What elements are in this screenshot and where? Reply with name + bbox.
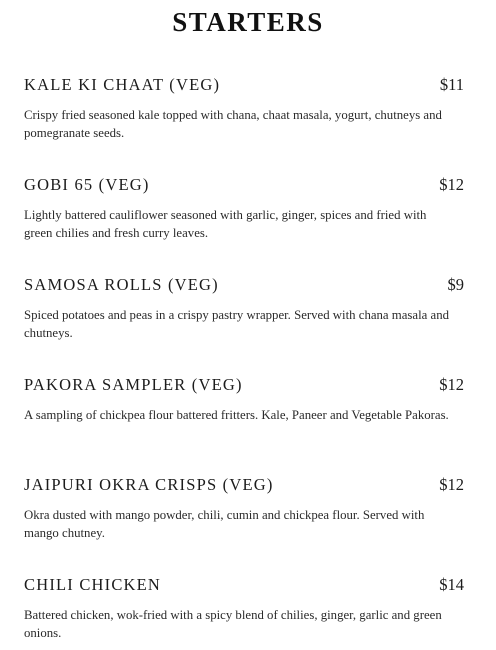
menu-item-header bbox=[24, 74, 464, 96]
menu-item-header bbox=[24, 474, 464, 496]
menu-item bbox=[24, 574, 464, 642]
menu-item-header bbox=[24, 274, 464, 296]
menu-item-price: $11 bbox=[439, 75, 464, 94]
menu-item-header bbox=[24, 574, 464, 596]
menu-item-name: CHILI CHICKEN bbox=[24, 575, 162, 594]
menu-item-description: A sampling of chickpea flour battered fritters. Kale, Paneer and Vegetable Pakoras. bbox=[24, 408, 449, 422]
menu-item bbox=[24, 474, 464, 542]
menu-item-price: $12 bbox=[439, 375, 464, 394]
menu-item bbox=[24, 274, 464, 342]
menu-item bbox=[24, 374, 464, 424]
menu-item-header bbox=[24, 174, 464, 196]
menu-item-name: SAMOSA ROLLS (VEG) bbox=[24, 275, 219, 294]
menu-item-description: Okra dusted with mango powder, chili, cumin and chickpea flour. Served with mango chutney. bbox=[24, 508, 425, 540]
menu-item-price: $14 bbox=[439, 575, 464, 594]
menu-item-price: $9 bbox=[447, 275, 464, 294]
menu-item-price: $12 bbox=[439, 475, 464, 494]
menu-item-description: Spiced potatoes and peas in a crispy pastry wrapper. Served with chana masala and chutneys. bbox=[24, 308, 450, 340]
menu-item-name: GOBI 65 (VEG) bbox=[24, 175, 150, 194]
menu-item-header bbox=[24, 374, 464, 396]
menu-item-name: JAIPURI OKRA CRISPS (VEG) bbox=[24, 475, 274, 494]
menu-item-description: Crispy fried seasoned kale topped with chana, chaat masala, yogurt, chutneys and pomegranate seeds. bbox=[24, 108, 442, 140]
menu-item-description: Battered chicken, wok-fried with a spicy blend of chilies, ginger, garlic and green onions. bbox=[24, 608, 442, 640]
menu-item-name: PAKORA SAMPLER (VEG) bbox=[24, 375, 243, 394]
menu-item-description: Lightly battered cauliflower seasoned with garlic, ginger, spices and fried with green chilies and fresh curry leaves. bbox=[24, 208, 427, 240]
menu-item bbox=[24, 74, 464, 142]
section-title: STARTERS bbox=[172, 7, 324, 37]
menu-item-price: $12 bbox=[439, 175, 464, 194]
menu-item bbox=[24, 174, 464, 242]
menu-item-name: KALE KI CHAAT (VEG) bbox=[24, 75, 221, 94]
